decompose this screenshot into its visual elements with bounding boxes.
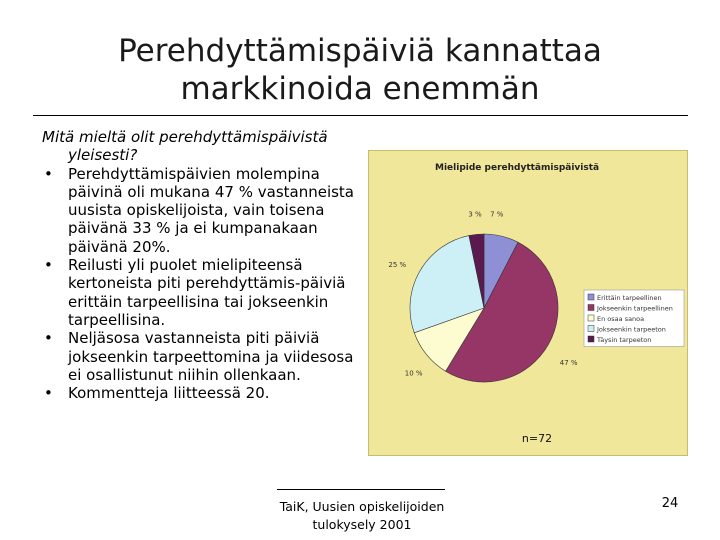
slice-label: 10 % xyxy=(404,369,423,378)
bullet-icon: • xyxy=(44,329,53,348)
bullet-icon: • xyxy=(44,384,53,403)
legend-swatch xyxy=(588,294,594,300)
slice-label: 47 % xyxy=(559,359,578,368)
bullet-item xyxy=(42,384,360,402)
bullet-text: Kommentteja liitteessä 20. xyxy=(68,384,270,403)
legend-label: Jokseenkin tarpeeton xyxy=(597,325,666,334)
pie-chart xyxy=(368,150,688,456)
chart-title: Mielipide perehdyttämispäivistä xyxy=(435,163,600,173)
source-footer: TaiK, Uusien opiskelijoiden tulokysely 2001 xyxy=(279,499,445,532)
bullet-icon: • xyxy=(44,164,53,183)
bullet-text: Reilusti yli puolet mielipiteensä kertoneista piti perehdyttämis-päiviä erittäin tarpeellisina tai jokseenkin tarpeellisina. xyxy=(68,256,346,329)
bullet-text: Neljäsosa vastanneista piti päiviä jokseenkin tarpeettomina ja viidesosa ei osallistunut niihin ollenkaan. xyxy=(68,329,354,384)
pie-chart-svg xyxy=(369,151,689,457)
legend-label: Erittäin tarpeellinen xyxy=(597,294,662,302)
legend-swatch xyxy=(588,336,594,342)
bullet-item xyxy=(42,165,360,256)
title-divider xyxy=(33,115,688,116)
sample-size-note: n=72 xyxy=(521,432,553,445)
slice-label: 3 % xyxy=(468,210,482,219)
legend-label: En osaa sanoa xyxy=(597,315,645,323)
slice-label: 25 % xyxy=(388,260,407,269)
bullet-item xyxy=(42,256,360,329)
slide-title: Perehdyttämispäiviä kannattaa markkinoida enemmän xyxy=(118,33,602,107)
legend-label: Täysin tarpeeton xyxy=(597,336,652,344)
footer-divider xyxy=(277,489,445,490)
bullet-text: Perehdyttämispäivien molempina päivinä oli mukana 47 % vastanneista uusista opiskelijoista, vain toisena päivänä 33 % ja ei kumpanakaan päivänä 20%. xyxy=(68,164,355,256)
bullet-list xyxy=(42,165,360,403)
bullet-icon: • xyxy=(44,256,53,275)
page-number: 24 xyxy=(661,496,679,511)
legend-swatch xyxy=(588,305,594,311)
bullet-item xyxy=(42,329,360,384)
intro-question: Mitä mieltä olit perehdyttämispäivistä yleisesti? xyxy=(42,128,328,165)
legend-label: Jokseenkin tarpeellinen xyxy=(597,304,673,313)
slice-label: 7 % xyxy=(490,210,504,219)
legend-swatch xyxy=(588,315,594,321)
legend-swatch xyxy=(588,326,594,332)
body-text xyxy=(42,128,360,402)
